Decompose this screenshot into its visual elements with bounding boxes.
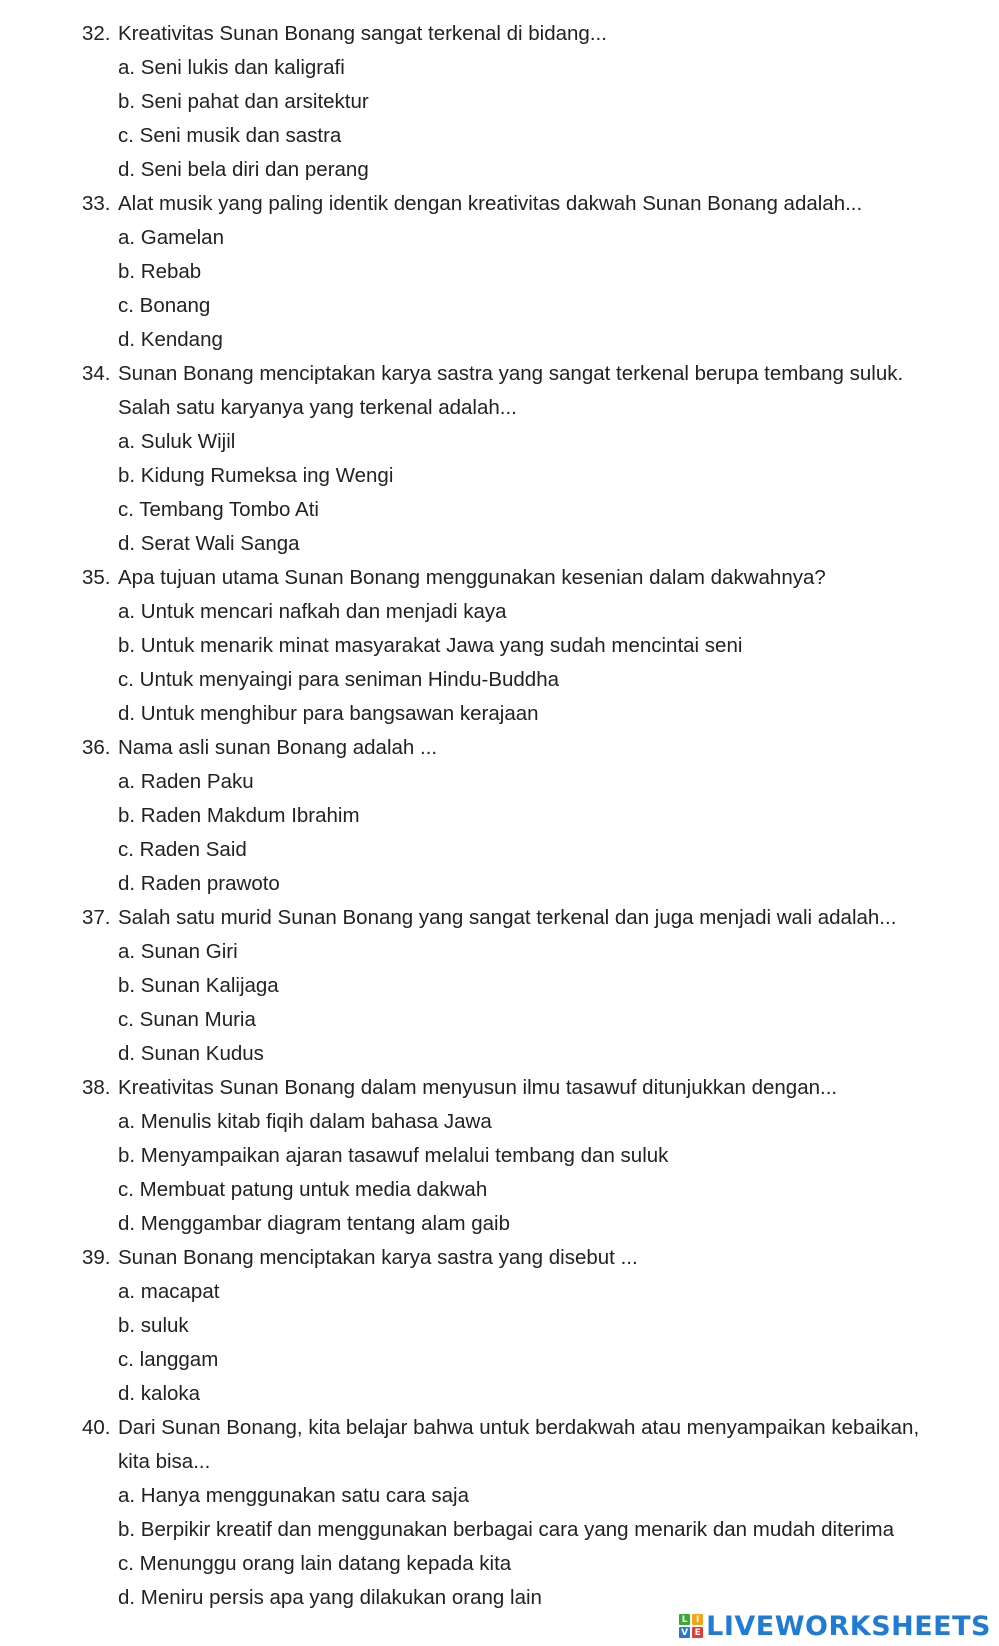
answer-option-a[interactable]: a. Hanya menggunakan satu cara saja (118, 1484, 470, 1507)
answer-option-row (0, 1547, 999, 1581)
answer-option-a[interactable]: a. Seni lukis dan kaligrafi (118, 56, 345, 79)
answer-option-row (0, 527, 999, 561)
question-line (0, 1241, 999, 1275)
answer-option-c[interactable]: c. Membuat patung untuk media dakwah (118, 1178, 488, 1201)
question-line (0, 1411, 999, 1445)
answer-option-row (0, 255, 999, 289)
answer-option-row (0, 1139, 999, 1173)
answer-option-d[interactable]: d. Seni bela diri dan perang (118, 158, 369, 181)
answer-option-b[interactable]: b. Rebab (118, 260, 202, 283)
answer-option-b[interactable]: b. Kidung Rumeksa ing Wengi (118, 464, 394, 487)
question-line (0, 901, 999, 935)
answer-option-row (0, 1037, 999, 1071)
answer-option-c[interactable]: c. Raden Said (118, 838, 247, 861)
answer-option-row (0, 289, 999, 323)
question-text: Nama asli sunan Bonang adalah ... (118, 736, 438, 759)
answer-option-d[interactable]: d. Menggambar diagram tentang alam gaib (118, 1212, 511, 1235)
question-block (0, 187, 999, 357)
answer-option-row (0, 119, 999, 153)
answer-option-row (0, 1173, 999, 1207)
answer-option-d[interactable]: d. Raden prawoto (118, 872, 280, 895)
answer-option-c[interactable]: c. Untuk menyaingi para seniman Hindu-Buddha (118, 668, 560, 691)
answer-option-row (0, 969, 999, 1003)
answer-option-a[interactable]: a. Gamelan (118, 226, 224, 249)
answer-option-b[interactable]: b. Berpikir kreatif dan menggunakan berbagai cara yang menarik dan mudah diterima (118, 1518, 895, 1541)
answer-option-b[interactable]: b. suluk (118, 1314, 189, 1337)
liveworksheets-logo-icon (679, 1614, 703, 1638)
question-block (0, 1071, 999, 1241)
question-text: Kreativitas Sunan Bonang sangat terkenal di bidang... (118, 22, 607, 45)
question-block (0, 1241, 999, 1411)
answer-option-d[interactable]: d. kaloka (118, 1382, 201, 1405)
question-line (0, 391, 999, 425)
answer-option-c[interactable]: c. Bonang (118, 294, 211, 317)
answer-option-row (0, 765, 999, 799)
answer-option-row (0, 1309, 999, 1343)
answer-option-row (0, 1003, 999, 1037)
liveworksheets-brand (679, 1610, 991, 1642)
question-number: 38. (82, 1076, 111, 1099)
question-text: Sunan Bonang menciptakan karya sastra yang sangat terkenal berupa tembang suluk. (118, 362, 904, 385)
answer-option-a[interactable]: a. Sunan Giri (118, 940, 238, 963)
answer-option-row (0, 153, 999, 187)
question-number: 40. (82, 1416, 111, 1439)
answer-option-row (0, 935, 999, 969)
answer-option-row (0, 1275, 999, 1309)
question-text: Salah satu murid Sunan Bonang yang sangat terkenal dan juga menjadi wali adalah... (118, 906, 897, 929)
answer-option-d[interactable]: d. Meniru persis apa yang dilakukan orang lain (118, 1586, 542, 1609)
answer-option-a[interactable]: a. Suluk Wijil (118, 430, 236, 453)
answer-option-a[interactable]: a. macapat (118, 1280, 220, 1303)
answer-option-row (0, 629, 999, 663)
answer-option-row (0, 1479, 999, 1513)
question-block (0, 17, 999, 187)
answer-option-row (0, 1105, 999, 1139)
question-line (0, 1445, 999, 1479)
answer-option-c[interactable]: c. Tembang Tombo Ati (118, 498, 319, 521)
logo-cell: E (692, 1627, 703, 1638)
question-number: 37. (82, 906, 111, 929)
question-line (0, 731, 999, 765)
question-line (0, 187, 999, 221)
logo-cell: L (679, 1614, 690, 1625)
question-block (0, 901, 999, 1071)
answer-option-row (0, 85, 999, 119)
question-block (0, 1411, 999, 1615)
answer-option-row (0, 595, 999, 629)
question-number: 32. (82, 22, 111, 45)
answer-option-row (0, 221, 999, 255)
logo-cell: I (692, 1614, 703, 1625)
question-text: Alat musik yang paling identik dengan kreativitas dakwah Sunan Bonang adalah... (118, 192, 863, 215)
answer-option-b[interactable]: b. Untuk menarik minat masyarakat Jawa yang sudah mencintai seni (118, 634, 743, 657)
question-text: Apa tujuan utama Sunan Bonang menggunakan kesenian dalam dakwahnya? (118, 566, 826, 589)
answer-option-row (0, 425, 999, 459)
question-number: 39. (82, 1246, 111, 1269)
question-line (0, 561, 999, 595)
answer-option-b[interactable]: b. Raden Makdum Ibrahim (118, 804, 360, 827)
question-block (0, 357, 999, 561)
question-text: Dari Sunan Bonang, kita belajar bahwa untuk berdakwah atau menyampaikan kebaikan, (118, 1416, 920, 1439)
question-line (0, 17, 999, 51)
answer-option-row (0, 1207, 999, 1241)
answer-option-row (0, 833, 999, 867)
answer-option-b[interactable]: b. Menyampaikan ajaran tasawuf melalui tembang dan suluk (118, 1144, 669, 1167)
question-number: 36. (82, 736, 111, 759)
worksheet (0, 17, 999, 1615)
answer-option-row (0, 1513, 999, 1547)
question-text: Sunan Bonang menciptakan karya sastra yang disebut ... (118, 1246, 638, 1269)
answer-option-d[interactable]: d. Sunan Kudus (118, 1042, 264, 1065)
answer-option-row (0, 1343, 999, 1377)
answer-option-row (0, 799, 999, 833)
answer-option-row (0, 867, 999, 901)
brand-wordmark: LIVEWORKSHEETS (706, 1610, 991, 1642)
answer-option-row (0, 51, 999, 85)
answer-option-row (0, 459, 999, 493)
question-text: kita bisa... (118, 1450, 211, 1473)
answer-option-row (0, 697, 999, 731)
answer-option-a[interactable]: a. Menulis kitab fiqih dalam bahasa Jawa (118, 1110, 492, 1133)
answer-option-c[interactable]: c. Seni musik dan sastra (118, 124, 342, 147)
answer-option-d[interactable]: d. Kendang (118, 328, 223, 351)
question-line (0, 1071, 999, 1105)
logo-cell: V (679, 1627, 690, 1638)
question-text: Salah satu karyanya yang terkenal adalah... (118, 396, 517, 419)
question-number: 33. (82, 192, 111, 215)
question-text: Kreativitas Sunan Bonang dalam menyusun ilmu tasawuf ditunjukkan dengan... (118, 1076, 838, 1099)
question-block (0, 731, 999, 901)
answer-option-row (0, 1377, 999, 1411)
question-number: 34. (82, 362, 111, 385)
question-number: 35. (82, 566, 111, 589)
answer-option-c[interactable]: c. langgam (118, 1348, 219, 1371)
answer-option-row (0, 493, 999, 527)
answer-option-row (0, 663, 999, 697)
answer-option-c[interactable]: c. Sunan Muria (118, 1008, 256, 1031)
question-line (0, 357, 999, 391)
answer-option-b[interactable]: b. Sunan Kalijaga (118, 974, 279, 997)
answer-option-a[interactable]: a. Raden Paku (118, 770, 254, 793)
answer-option-c[interactable]: c. Menunggu orang lain datang kepada kita (118, 1552, 512, 1575)
answer-option-d[interactable]: d. Serat Wali Sanga (118, 532, 300, 555)
answer-option-a[interactable]: a. Untuk mencari nafkah dan menjadi kaya (118, 600, 507, 623)
answer-option-b[interactable]: b. Seni pahat dan arsitektur (118, 90, 369, 113)
question-block (0, 561, 999, 731)
answer-option-d[interactable]: d. Untuk menghibur para bangsawan kerajaan (118, 702, 539, 725)
answer-option-row (0, 323, 999, 357)
